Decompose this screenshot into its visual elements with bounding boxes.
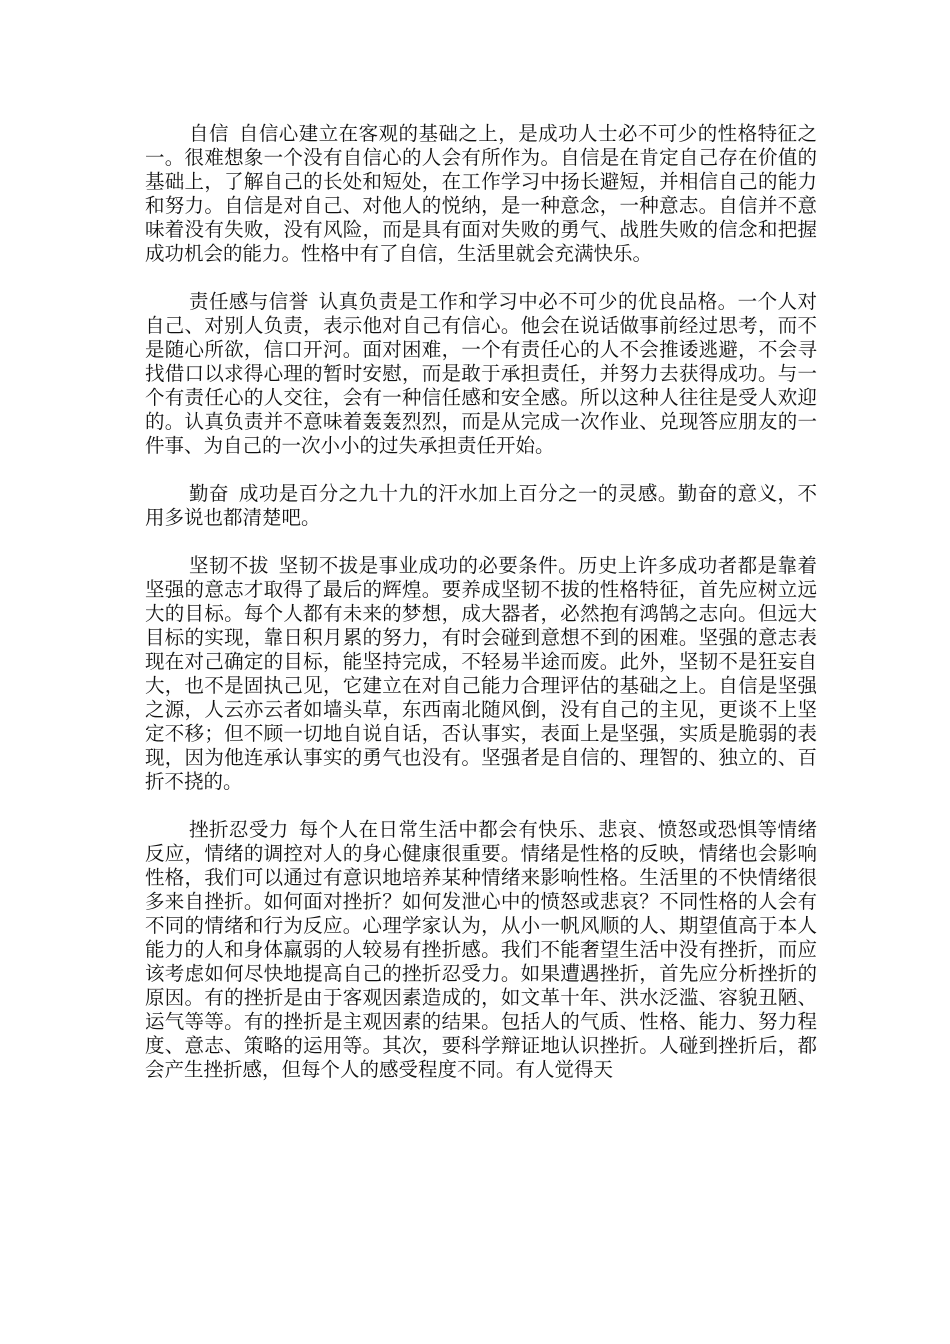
paragraph-body: 成功是百分之九十九的汗水加上百分之一的灵感。勤奋的意义，不用多说也都清楚吧。 bbox=[145, 482, 817, 529]
paragraph-body: 认真负责是工作和学习中必不可少的优良品格。一个人对自己、对别人负责，表示他对自己有信心。他会在说话做事前经过思考，而不是随心所欲，信口开河。面对困难，一个有责任心的人不会推诿逃避，不会寻找借口以求得心理的暂时安慰，而是敢于承担责任，并努力去获得成功。与一个有责任心的人交往，会有一种信任感和安全感。所以这种人往往是受人欢迎的。认真负责并不意味着轰轰烈烈，而是从完成一次作业、兑现答应朋友的一件事、为自己的一次小小的过失承担责任开始。 bbox=[145, 290, 817, 457]
document-page bbox=[145, 122, 817, 1106]
paragraph-body: 坚韧不拔是事业成功的必要条件。历史上许多成功者都是靠着坚强的意志才取得了最后的辉煌。要养成坚韧不拔的性格特征，首先应树立远大的目标。每个人都有未来的梦想，成大器者，必然抱有鸿鹄之志向。但远大目标的实现，靠日积月累的努力，有时会碰到意想不到的困难。坚强的意志表现在对己确定的目标，能坚持完成，不轻易半途而废。此外，坚韧不是狂妄自大，也不是固执己见，它建立在对自己能力合理评估的基础之上。自信是坚强之源，人云亦云者如墙头草，东西南北随风倒，没有自己的主见，更谈不上坚定不移；但不顾一切地自说自话，否认事实，表面上是坚强，实质是脆弱的表现，因为他连承认事实的勇气也没有。坚强者是自信的、理智的、独立的、百折不挠的。 bbox=[145, 554, 817, 793]
paragraph-heading: 勤奋 bbox=[189, 482, 229, 505]
paragraph-heading: 挫折忍受力 bbox=[189, 818, 289, 841]
paragraph-body: 每个人在日常生活中都会有快乐、悲哀、愤怒或恐惧等情绪反应，情绪的调控对人的身心健康很重要。情绪是性格的反映，情绪也会影响性格，我们可以通过有意识地培养某种情绪来影响性格。生活里的不快情绪很多来自挫折。如何面对挫折？如何发泄心中的愤怒或悲哀？不同性格的人会有不同的情绪和行为反应。心理学家认为，从小一帆风顺的人、期望值高于本人能力的人和身体羸弱的人较易有挫折感。我们不能奢望生活中没有挫折，而应该考虑如何尽快地提高自己的挫折忍受力。如果遭遇挫折，首先应分析挫折的原因。有的挫折是由于客观因素造成的，如文革十年、洪水泛滥、容貌丑陋、运气等等。有的挫折是主观因素的结果。包括人的气质、性格、能力、努力程度、意志、策略的运用等。其次，要科学辩证地认识挫折。人碰到挫折后，都会产生挫折感，但每个人的感受程度不同。有人觉得天 bbox=[145, 818, 817, 1081]
paragraph-diligence bbox=[145, 482, 817, 530]
paragraph-responsibility bbox=[145, 290, 817, 458]
paragraph-confidence bbox=[145, 122, 817, 266]
paragraph-heading: 自信 bbox=[189, 122, 229, 145]
paragraph-heading: 坚韧不拔 bbox=[189, 554, 269, 577]
paragraph-perseverance bbox=[145, 554, 817, 794]
paragraph-heading: 责任感与信誉 bbox=[189, 290, 309, 313]
paragraph-body: 自信心建立在客观的基础之上，是成功人士必不可少的性格特征之一。很难想象一个没有自信心的人会有所作为。自信是在肯定自己存在价值的基础上，了解自己的长处和短处，在工作学习中扬长避短，并相信自己的能力和努力。自信是对自己、对他人的悦纳，是一种意念，一种意志。自信并不意味着没有失败，没有风险，而是具有面对失败的勇气、战胜失败的信念和把握成功机会的能力。性格中有了自信，生活里就会充满快乐。 bbox=[145, 122, 817, 265]
paragraph-frustration-tolerance bbox=[145, 818, 817, 1082]
